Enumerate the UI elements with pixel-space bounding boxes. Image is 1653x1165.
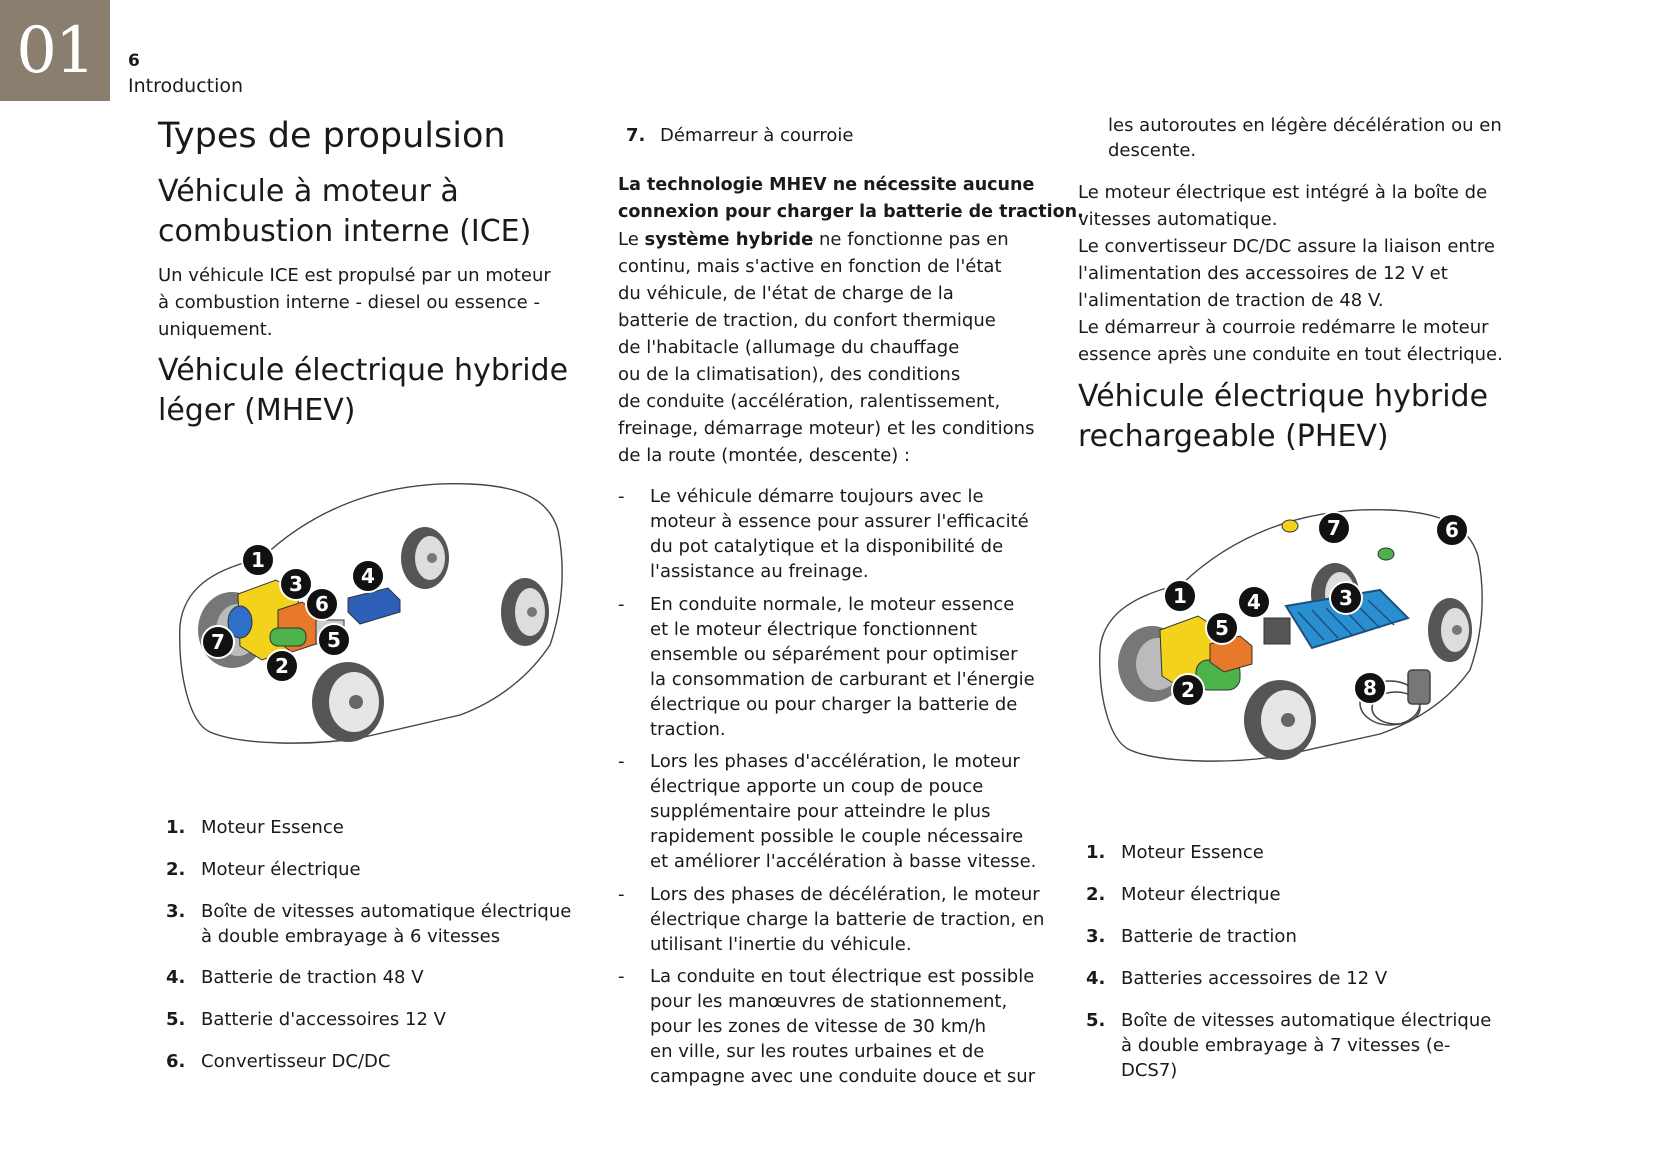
bullet-dash: - xyxy=(618,486,625,507)
bullet-line: rapidement possible le couple nécessaire xyxy=(650,826,1024,847)
callout-6 xyxy=(1436,514,1468,546)
list-text: Batterie de traction xyxy=(1121,926,1297,947)
text-line: l'alimentation de traction de 48 V. xyxy=(1078,290,1384,311)
text-line: Le démarreur à courroie redémarre le moteur xyxy=(1078,317,1489,338)
list-text: Moteur électrique xyxy=(201,859,361,880)
text-line: Le moteur électrique est intégré à la boîte de xyxy=(1078,182,1488,203)
bullet-line: utilisant l'inertie du véhicule. xyxy=(650,934,912,955)
bullet-line: l'assistance au freinage. xyxy=(650,561,869,582)
callout-label: 4 xyxy=(1247,590,1261,614)
ice-heading-line: Véhicule à moteur à xyxy=(158,174,459,209)
list-text xyxy=(201,899,571,949)
component-6-marker xyxy=(1378,548,1394,560)
component-7-marker xyxy=(1282,520,1298,532)
callout-1 xyxy=(1164,580,1196,612)
list-text-line: DCS7) xyxy=(1121,1060,1178,1081)
callout-3 xyxy=(280,568,312,600)
list-text: Batterie d'accessoires 12 V xyxy=(201,1009,446,1030)
callout-8 xyxy=(1354,672,1386,704)
para-line: continu, mais s'active en fonction de l'état xyxy=(618,256,1002,277)
para-line: du véhicule, de l'état de charge de la xyxy=(618,283,954,304)
chapter-number-box xyxy=(0,0,110,101)
bullet-dash: - xyxy=(618,966,625,987)
list-number: 2. xyxy=(166,859,186,880)
list-number: 5. xyxy=(166,1009,186,1030)
bullet-line: campagne avec une conduite douce et sur xyxy=(650,1066,1036,1087)
bullet-text xyxy=(650,484,1029,584)
list-number: 6. xyxy=(166,1051,186,1072)
callout-2 xyxy=(266,650,298,682)
bullet-dash: - xyxy=(618,594,625,615)
bullet-line: électrique charge la batterie de traction, en xyxy=(650,909,1045,930)
bullet-line: et améliorer l'accélération à basse vitesse. xyxy=(650,851,1037,872)
mhev-heading-line: léger (MHEV) xyxy=(158,393,356,428)
ice-text-line: uniquement. xyxy=(158,319,273,340)
list-number: 4. xyxy=(1086,968,1106,989)
bold-intro-line: La technologie MHEV ne nécessite aucune xyxy=(618,175,1035,195)
bullet-text xyxy=(650,749,1036,874)
mhev-explanation xyxy=(1078,179,1503,368)
callout-label: 1 xyxy=(251,548,265,572)
wheel-icon xyxy=(401,527,449,589)
bullet-line: électrique apporte un coup de pouce xyxy=(650,776,984,797)
para-prefix: Le xyxy=(618,229,645,250)
list-text: Moteur Essence xyxy=(1121,842,1264,863)
mhev-heading-line: Véhicule électrique hybride xyxy=(158,353,569,388)
bold-intro-line: connexion pour charger la batterie de traction. xyxy=(618,202,1084,222)
phev-callout-7 xyxy=(1314,508,1354,548)
bullet-line: en ville, sur les routes urbaines et de xyxy=(650,1041,985,1062)
bullet-line: la consommation de carburant et l'énergie xyxy=(650,669,1035,690)
ice-text-line: à combustion interne - diesel ou essence - xyxy=(158,292,540,313)
text-line: vitesses automatique. xyxy=(1078,209,1278,230)
callout-label: 5 xyxy=(1215,616,1229,640)
list-number: 1. xyxy=(1086,842,1106,863)
bullet-dash: - xyxy=(618,884,625,905)
list-text: Démarreur à courroie xyxy=(660,125,854,146)
text-line: l'alimentation des accessoires de 12 V et xyxy=(1078,263,1448,284)
list-text: Batteries accessoires de 12 V xyxy=(1121,968,1388,989)
wheel-icon xyxy=(1428,598,1472,662)
callout-label: 6 xyxy=(315,592,329,616)
para-line: ou de la climatisation), des conditions xyxy=(618,364,961,385)
callout-label: 4 xyxy=(361,564,375,588)
bullet-line: pour les manœuvres de stationnement, xyxy=(650,991,1008,1012)
list-number: 4. xyxy=(166,967,186,988)
callout-4 xyxy=(1238,586,1270,618)
list-text: Batterie de traction 48 V xyxy=(201,967,424,988)
phev-car-diagram xyxy=(1090,498,1510,788)
para-line: freinage, démarrage moteur) et les conditions xyxy=(618,418,1035,439)
callout-label: 3 xyxy=(1339,586,1353,610)
callout-label: 2 xyxy=(275,654,289,678)
callout-label: 2 xyxy=(1181,678,1195,702)
list-number: 1. xyxy=(166,817,186,838)
page-number: 6 xyxy=(128,51,140,71)
phev-heading xyxy=(1078,377,1488,457)
para-line: de l'habitacle (allumage du chauffage xyxy=(618,337,960,358)
bullet-line: Le véhicule démarre toujours avec le xyxy=(650,486,984,507)
ice-heading-line: combustion interne (ICE) xyxy=(158,214,532,249)
bullet-line: En conduite normale, le moteur essence xyxy=(650,594,1015,615)
bullet-line: supplémentaire pour atteindre le plus xyxy=(650,801,991,822)
callout-label: 1 xyxy=(1173,584,1187,608)
bullet-line: Lors les phases d'accélération, le moteur xyxy=(650,751,1020,772)
bullet-line: moteur à essence pour assurer l'efficacité xyxy=(650,511,1029,532)
list-text-line: Boîte de vitesses automatique électrique xyxy=(201,901,572,922)
electric-motor xyxy=(270,628,306,646)
list-text-line: à double embrayage à 7 vitesses (e- xyxy=(1121,1035,1451,1056)
text-line: essence après une conduite en tout électrique. xyxy=(1078,344,1503,365)
para-first-rest: ne fonctionne pas en xyxy=(813,229,1009,250)
para-bold-term: système hybride xyxy=(644,229,814,250)
list-number: 3. xyxy=(1086,926,1106,947)
bullet-text xyxy=(650,964,1035,1089)
bullet-continuation xyxy=(1108,113,1502,163)
ice-text-line: Un véhicule ICE est propulsé par un moteur xyxy=(158,265,551,286)
callout-2 xyxy=(1172,674,1204,706)
callout-3 xyxy=(1330,582,1362,614)
para-line: de conduite (accélération, ralentissement, xyxy=(618,391,1001,412)
list-number: 5. xyxy=(1086,1010,1106,1031)
bullet-line: et le moteur électrique fonctionnent xyxy=(650,619,978,640)
callout-5 xyxy=(318,624,350,656)
callout-6 xyxy=(306,588,338,620)
bullet-text xyxy=(650,882,1044,957)
callout-7 xyxy=(202,626,234,658)
para-line: batterie de traction, du confort thermique xyxy=(618,310,996,331)
para-line: de la route (montée, descente) : xyxy=(618,445,911,466)
bullet-text xyxy=(650,592,1035,742)
section-name: Introduction xyxy=(128,75,244,97)
bullet-line: pour les zones de vitesse de 30 km/h xyxy=(650,1016,987,1037)
callout-1 xyxy=(242,544,274,576)
callout-label: 3 xyxy=(289,572,303,596)
bullet-line: du pot catalytique et la disponibilité de xyxy=(650,536,1004,557)
list-text: Moteur Essence xyxy=(201,817,344,838)
bullet-line: Lors des phases de décélération, le moteur xyxy=(650,884,1040,905)
text-line: Le convertisseur DC/DC assure la liaison entre xyxy=(1078,236,1495,257)
callout-label: 5 xyxy=(327,628,341,652)
list-text: Moteur électrique xyxy=(1121,884,1281,905)
callout-label: 7 xyxy=(211,630,225,654)
list-text-line: Boîte de vitesses automatique électrique xyxy=(1121,1010,1492,1031)
mhev-bold-intro xyxy=(618,172,1084,226)
bullet-line: La conduite en tout électrique est possible xyxy=(650,966,1035,987)
callout-label: 8 xyxy=(1363,676,1377,700)
accessory-battery xyxy=(1264,618,1290,644)
continuation-line: les autoroutes en légère décélération ou en xyxy=(1108,115,1502,136)
page-title: Types de propulsion xyxy=(158,116,506,156)
list-number: 3. xyxy=(166,901,186,922)
mhev-car-diagram xyxy=(170,470,580,770)
list-text-line: à double embrayage à 6 vitesses xyxy=(201,926,501,947)
wheel-icon xyxy=(312,662,384,742)
mhev-heading xyxy=(158,351,568,431)
callout-label: 6 xyxy=(1445,518,1459,542)
callout-label: 7 xyxy=(1327,516,1341,540)
ice-heading xyxy=(158,172,531,252)
hybrid-system-paragraph xyxy=(618,226,1034,469)
bullet-dash: - xyxy=(618,751,625,772)
list-number: 2. xyxy=(1086,884,1106,905)
phev-heading-line: Véhicule électrique hybride xyxy=(1078,379,1489,414)
list-number: 7. xyxy=(626,125,646,146)
wheel-icon xyxy=(1244,680,1316,760)
ice-description xyxy=(158,262,551,343)
callout-5 xyxy=(1206,612,1238,644)
chapter-number: 01 xyxy=(16,13,94,88)
wheel-icon xyxy=(501,578,549,646)
continuation-line: descente. xyxy=(1108,140,1197,161)
bullet-line: électrique ou pour charger la batterie de xyxy=(650,694,1018,715)
bullet-line: traction. xyxy=(650,719,726,740)
phev-heading-line: rechargeable (PHEV) xyxy=(1078,419,1389,454)
list-text: Convertisseur DC/DC xyxy=(201,1051,391,1072)
bullet-line: ensemble ou séparément pour optimiser xyxy=(650,644,1018,665)
list-text xyxy=(1121,1008,1491,1083)
callout-4 xyxy=(352,560,384,592)
